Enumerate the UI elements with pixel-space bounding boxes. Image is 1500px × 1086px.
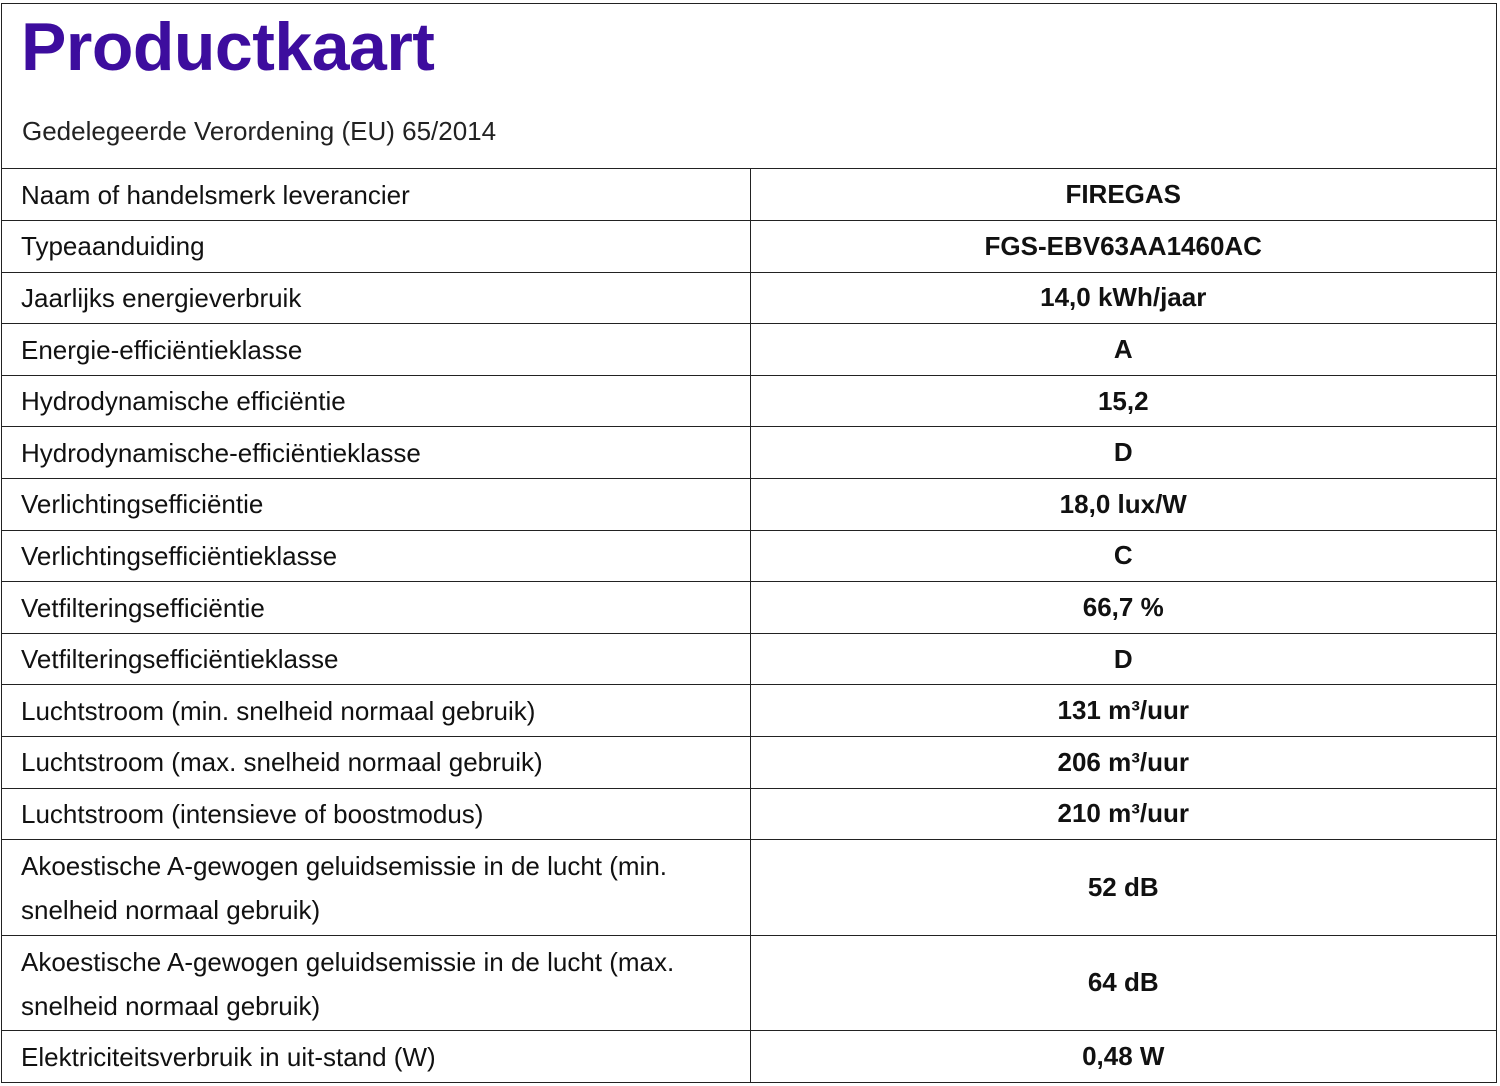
row-label: Elektriciteitsverbruik in uit-stand (W) — [2, 1031, 750, 1083]
row-value: FIREGAS — [750, 169, 1496, 221]
table-row — [2, 633, 1496, 685]
row-value: 14,0 kWh/jaar — [750, 272, 1496, 324]
row-label: Luchtstroom (max. snelheid normaal gebruik) — [2, 737, 750, 789]
row-label: Jaarlijks energieverbruik — [2, 272, 750, 324]
table-row — [2, 788, 1496, 840]
row-label: Hydrodynamische-efficiëntieklasse — [2, 427, 750, 479]
table-row — [2, 479, 1496, 531]
row-label: Luchtstroom (min. snelheid normaal gebruik) — [2, 685, 750, 737]
row-label: Vetfilteringsefficiëntieklasse — [2, 633, 750, 685]
table-row — [2, 169, 1496, 221]
row-value: 18,0 lux/W — [750, 479, 1496, 531]
table-row — [2, 737, 1496, 789]
regulation-subtitle: Gedelegeerde Verordening (EU) 65/2014 — [22, 116, 497, 146]
row-label: Typeaanduiding — [2, 221, 750, 273]
row-value: 66,7 % — [750, 582, 1496, 634]
table-row — [2, 1031, 1496, 1083]
row-label: Energie-efficiëntieklasse — [2, 324, 750, 376]
table-row — [2, 324, 1496, 376]
row-label: Akoestische A-gewogen geluidsemissie in de lucht (max. snelheid normaal gebruik) — [2, 935, 750, 1031]
row-value: D — [750, 427, 1496, 479]
table-row — [2, 375, 1496, 427]
row-value: 131 m³/uur — [750, 685, 1496, 737]
row-value: 64 dB — [750, 935, 1496, 1031]
card-header — [2, 4, 1496, 169]
row-value: 0,48 W — [1082, 1041, 1165, 1072]
table-row — [2, 272, 1496, 324]
table-row — [2, 221, 1496, 273]
row-label: Akoestische A-gewogen geluidsemissie in de lucht (min. snelheid normaal gebruik) — [2, 840, 750, 936]
table-row — [2, 685, 1496, 737]
row-value: 210 m³/uur — [750, 788, 1496, 840]
row-value: 52 dB — [750, 840, 1496, 936]
row-value: D — [750, 633, 1496, 685]
row-value: FGS-EBV63AA1460AC — [750, 221, 1496, 273]
row-label: Luchtstroom (intensieve of boostmodus) — [2, 788, 750, 840]
page-title: Productkaart — [21, 9, 435, 85]
table-row — [2, 582, 1496, 634]
table-row — [2, 935, 1496, 1031]
row-label: Naam of handelsmerk leverancier — [2, 169, 750, 221]
row-label: Verlichtingsefficiëntieklasse — [2, 530, 750, 582]
table-row — [2, 840, 1496, 936]
table-row — [2, 530, 1496, 582]
product-spec-table — [2, 169, 1496, 1082]
row-value: 15,2 — [750, 375, 1496, 427]
row-value: A — [750, 324, 1496, 376]
table-row — [2, 427, 1496, 479]
row-label: Verlichtingsefficiëntie — [2, 479, 750, 531]
product-card — [1, 3, 1497, 1083]
row-value: 206 m³/uur — [750, 737, 1496, 789]
row-label: Hydrodynamische efficiëntie — [2, 375, 750, 427]
row-label: Vetfilteringsefficiëntie — [2, 582, 750, 634]
row-value: C — [750, 530, 1496, 582]
